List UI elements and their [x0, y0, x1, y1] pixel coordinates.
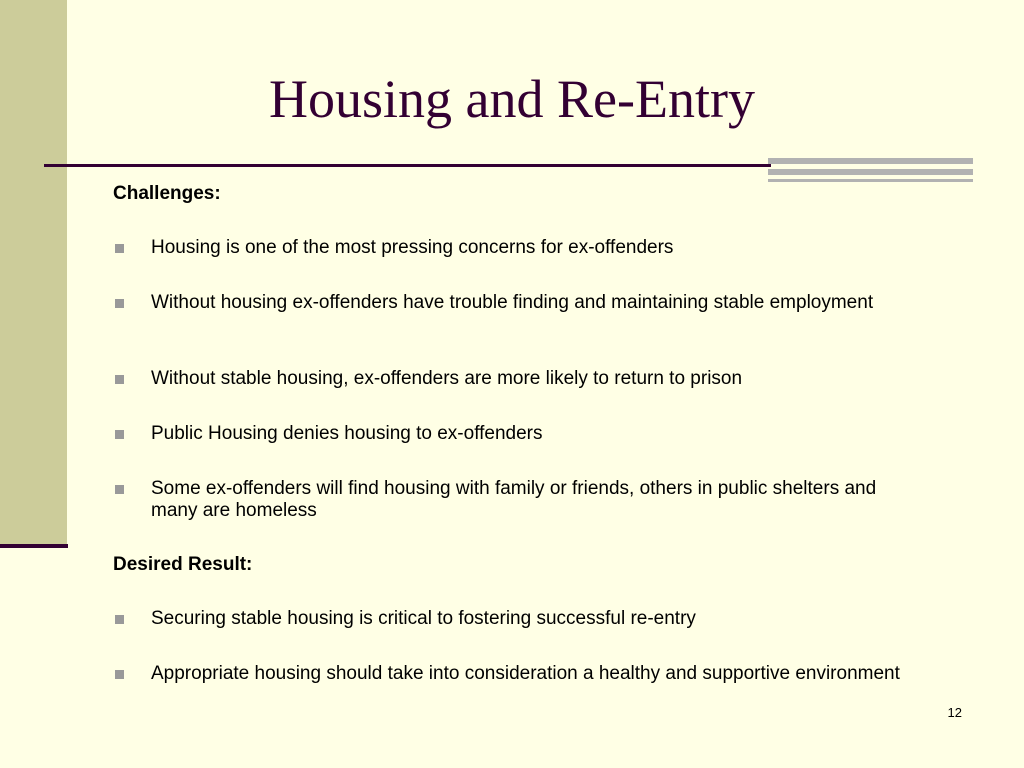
- bullet-item: [113, 237, 903, 259]
- bullet-item: [113, 423, 903, 445]
- bullet-text: Appropriate housing should take into consideration a healthy and supportive environment: [151, 663, 900, 684]
- square-bullet-icon: [115, 375, 124, 384]
- square-bullet-icon: [115, 430, 124, 439]
- section-heading-challenges: Challenges:: [113, 183, 221, 204]
- bullet-item: [113, 478, 903, 522]
- square-bullet-icon: [115, 670, 124, 679]
- bullet-item: [113, 368, 903, 390]
- slide-title: Housing and Re-Entry: [269, 69, 755, 129]
- bullet-text: Public Housing denies housing to ex-offenders: [151, 423, 543, 444]
- page-number: 12: [947, 705, 962, 720]
- bullet-item: [113, 292, 903, 314]
- bullet-text: Housing is one of the most pressing concerns for ex-offenders: [151, 237, 674, 258]
- section-heading-desired-result: Desired Result:: [113, 554, 253, 575]
- square-bullet-icon: [115, 244, 124, 253]
- square-bullet-icon: [115, 485, 124, 494]
- square-bullet-icon: [115, 615, 124, 624]
- bullet-item: [113, 663, 903, 685]
- bullet-text: Without stable housing, ex-offenders are more likely to return to prison: [151, 368, 743, 389]
- bullet-item: [113, 608, 903, 630]
- bullet-text: Some ex-offenders will find housing with family or friends, others in public shelters and many are homeless: [151, 478, 877, 521]
- square-bullet-icon: [115, 299, 124, 308]
- bullet-text: Without housing ex-offenders have trouble finding and maintaining stable employment: [151, 292, 874, 313]
- bullet-text: Securing stable housing is critical to fostering successful re-entry: [151, 608, 696, 629]
